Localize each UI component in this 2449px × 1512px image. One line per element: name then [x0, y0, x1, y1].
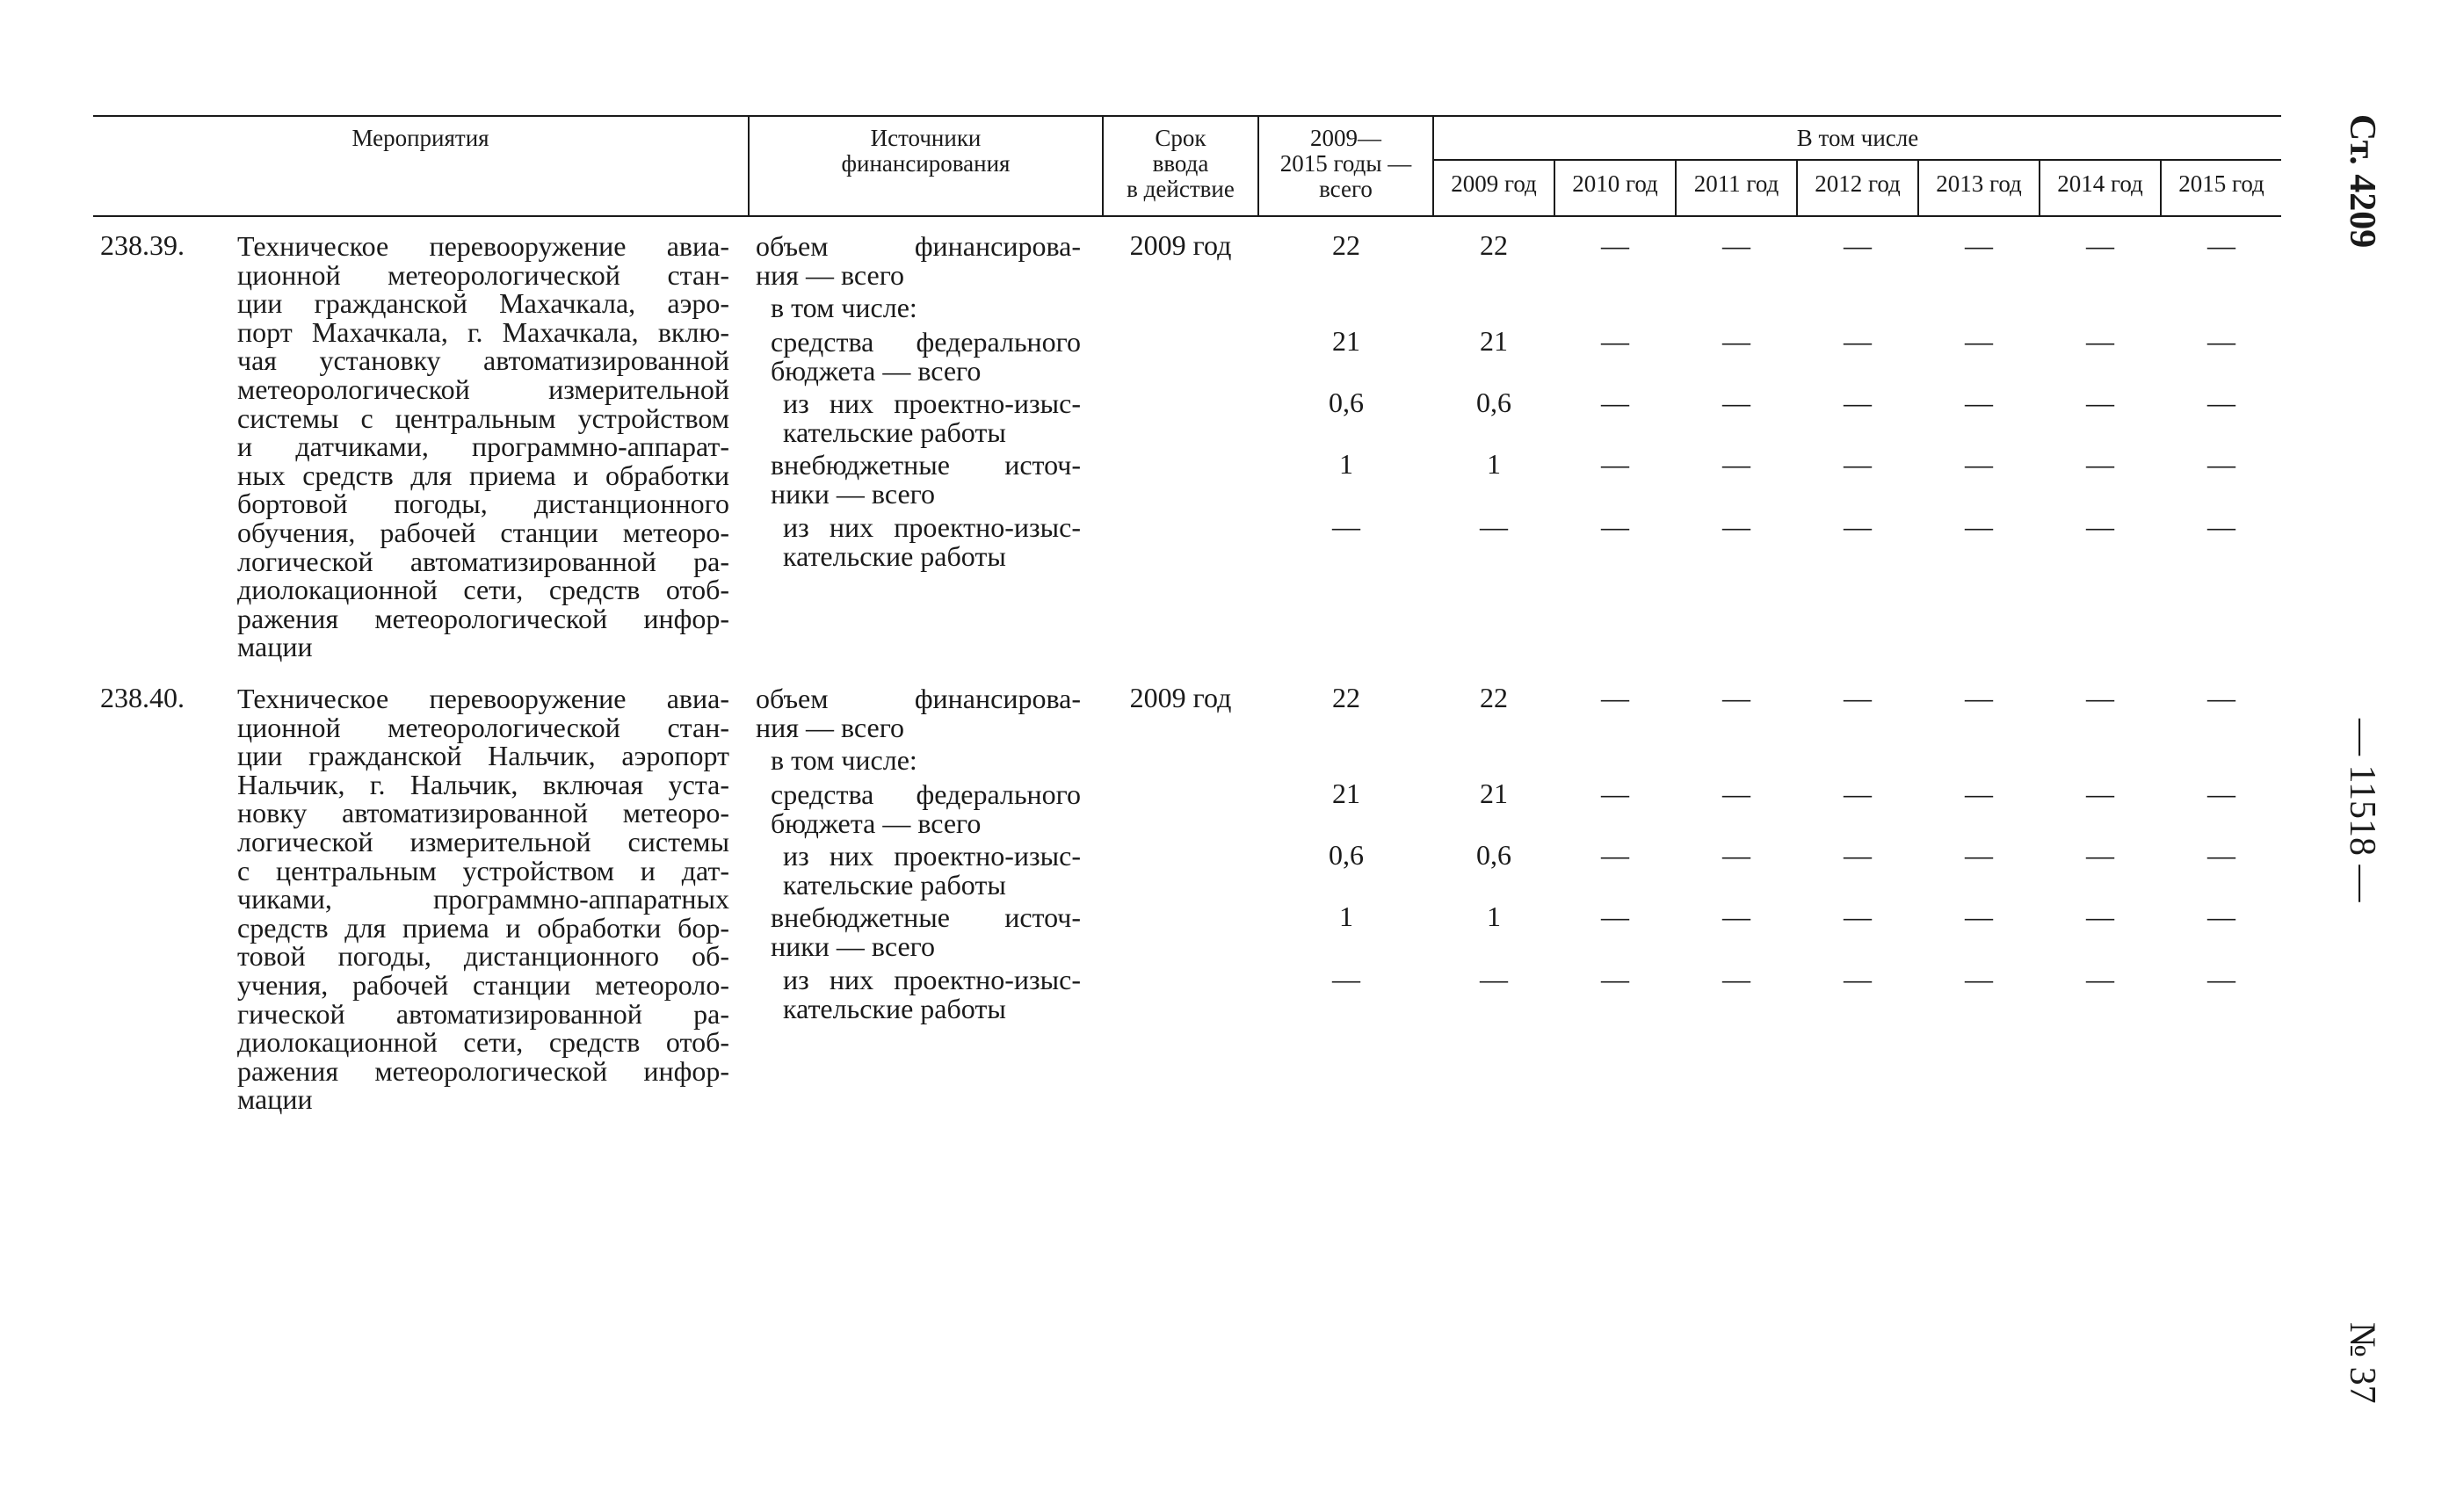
year-value: —	[1844, 901, 1872, 932]
year-value: —	[2086, 963, 2114, 995]
measure-line: учения, рабочей станции метеороло-	[237, 968, 729, 1001]
measure-line: с центральным устройством и дат-	[237, 854, 729, 886]
funding-source-line: ники — всего	[771, 477, 935, 510]
funding-source	[771, 328, 1081, 385]
measure-line: ции гражданской Махачкала, аэро-	[237, 287, 729, 320]
funding-source	[783, 966, 1081, 1023]
year-value: —	[1844, 448, 1872, 480]
total-value: 1	[1339, 448, 1353, 480]
year-value: 21	[1480, 778, 1508, 809]
year-value: —	[1965, 387, 1993, 418]
year-value: —	[1601, 510, 1629, 542]
header-year: 2013 год	[1936, 170, 2022, 197]
total-value: 21	[1332, 778, 1360, 809]
funding-source-line: внебюджетные источ-	[771, 449, 1081, 481]
year-value: —	[1722, 682, 1750, 713]
header-including: В том числе	[1796, 125, 1919, 151]
year-value: —	[1965, 510, 1993, 542]
total-value: 1	[1339, 901, 1353, 932]
measure-line: порт Махачкала, г. Махачкала, вклю-	[237, 315, 729, 348]
year-value: —	[2086, 448, 2114, 480]
funding-source-line: кательские работы	[783, 868, 1006, 901]
funding-source-line: ния — всего	[756, 258, 905, 291]
total-value: 22	[1332, 682, 1360, 713]
year-value: 1	[1487, 901, 1501, 932]
entry-number: 238.40.	[100, 682, 185, 713]
year-value: —	[1844, 839, 1872, 871]
measure-line: ционной метеорологической стан-	[237, 258, 729, 291]
year-value: —	[1844, 963, 1872, 995]
measure-line: ции гражданской Нальчик, аэропорт	[237, 740, 729, 772]
funding-source-line: средства федерального	[771, 326, 1081, 358]
funding-source	[771, 746, 1081, 775]
article-number: Ст. 4209	[2342, 114, 2382, 249]
measure-line: Нальчик, г. Нальчик, включая уста-	[237, 768, 729, 800]
header-bottom-rule	[93, 215, 2281, 217]
year-value: 0,6	[1476, 839, 1511, 871]
year-value: —	[1965, 325, 1993, 357]
year-value: —	[2086, 682, 2114, 713]
year-value: —	[1965, 448, 1993, 480]
funding-source-line: кательские работы	[783, 416, 1006, 448]
measure-line: ционной метеорологической стан-	[237, 711, 729, 743]
measure-line: мации	[237, 631, 313, 663]
entry-number: 238.39.	[100, 229, 185, 261]
year-value: —	[2207, 387, 2235, 418]
year-value: —	[2086, 778, 2114, 809]
year-value: —	[2207, 229, 2235, 261]
measure-line: Техническое перевооружение авиа-	[237, 230, 729, 262]
year-value: —	[1601, 901, 1629, 932]
measure-line: средств для приема и обработки бор-	[237, 911, 729, 944]
year-value: —	[1965, 901, 1993, 932]
funding-source-line: средства федерального	[771, 778, 1081, 810]
year-value: —	[2207, 839, 2235, 871]
year-value: —	[1844, 387, 1872, 418]
measure-line: чиками, программно-аппаратных	[237, 883, 729, 915]
year-value: —	[1722, 387, 1750, 418]
measure-line: ражения метеорологической инфор-	[237, 602, 729, 634]
funding-source	[756, 232, 1081, 289]
year-value: 22	[1480, 229, 1508, 261]
funding-source-line: объем финансирова-	[756, 683, 1081, 714]
header-year: 2011 год	[1693, 170, 1779, 197]
funding-source-line: из них проектно-изыс-	[783, 840, 1081, 872]
year-value: —	[2207, 448, 2235, 480]
header-year: 2015 год	[2178, 170, 2264, 197]
funding-source	[771, 293, 1081, 322]
year-value: —	[2207, 325, 2235, 357]
funding-source	[771, 780, 1081, 837]
measure-line: диолокационной сети, средств отоб-	[237, 574, 729, 606]
funding-source-line: ния — всего	[756, 711, 905, 743]
measure-line: гической автоматизированной ра-	[237, 997, 729, 1030]
funding-source	[783, 389, 1081, 446]
year-value: —	[1844, 778, 1872, 809]
year-value: —	[1601, 839, 1629, 871]
table-top-rule	[93, 115, 2281, 117]
measure-line: бортовой погоды, дистанционного	[237, 488, 729, 520]
year-value: —	[1601, 387, 1629, 418]
year-value: 21	[1480, 325, 1508, 357]
measure-line: логической автоматизированной ра-	[237, 545, 729, 577]
measure-line: диолокационной сети, средств отоб-	[237, 1026, 729, 1059]
year-value: —	[1601, 325, 1629, 357]
year-value: —	[2086, 229, 2114, 261]
measure-line: обучения, рабочей станции метеоро-	[237, 516, 729, 548]
year-value: —	[2207, 963, 2235, 995]
year-value: —	[1965, 229, 1993, 261]
year-value: —	[1965, 963, 1993, 995]
measure-line: и датчиками, программно-аппарат-	[237, 430, 729, 463]
year-value: —	[1601, 448, 1629, 480]
measure-line: чая установку автоматизированной	[237, 344, 729, 377]
year-value: —	[1480, 510, 1508, 542]
measure-line: новку автоматизированной метеоро-	[237, 797, 729, 829]
funding-source-line: внебюджетные источ-	[771, 901, 1081, 933]
funding-source-line: из них проектно-изыс-	[783, 511, 1081, 543]
funding-source-line: бюджета — всего	[771, 354, 982, 387]
year-value: —	[1844, 229, 1872, 261]
funding-source	[783, 513, 1081, 570]
year-value: —	[1480, 963, 1508, 995]
header-year: 2012 год	[1815, 170, 1901, 197]
total-value: 0,6	[1329, 839, 1364, 871]
funding-source-line: из них проектно-изыс-	[783, 387, 1081, 419]
year-value: —	[1844, 510, 1872, 542]
year-value: —	[2207, 510, 2235, 542]
year-value: —	[2207, 682, 2235, 713]
measure-line: метеорологической измерительной	[237, 373, 729, 405]
total-value: —	[1332, 510, 1360, 542]
year-value: —	[1965, 839, 1993, 871]
year-value: —	[1844, 325, 1872, 357]
year-value: —	[1722, 901, 1750, 932]
entry-term: 2009 год	[1129, 682, 1232, 713]
year-value: —	[1601, 778, 1629, 809]
year-value: —	[1844, 682, 1872, 713]
year-value: —	[1722, 839, 1750, 871]
year-value: —	[1722, 510, 1750, 542]
funding-source-line: в том числе:	[771, 292, 917, 323]
year-value: —	[2086, 325, 2114, 357]
header-term: Срок ввода в действие	[1127, 125, 1235, 202]
year-value: —	[1722, 325, 1750, 357]
funding-source	[771, 903, 1081, 960]
year-value: —	[1601, 963, 1629, 995]
funding-source	[756, 684, 1081, 742]
funding-source	[771, 451, 1081, 508]
header-year: 2009 год	[1451, 170, 1537, 197]
page-number: — 11518 —	[2342, 719, 2382, 902]
year-value: —	[1722, 778, 1750, 809]
year-value: —	[1601, 229, 1629, 261]
funding-source-line: в том числе:	[771, 744, 917, 776]
year-value: 1	[1487, 448, 1501, 480]
year-value: —	[1722, 963, 1750, 995]
year-value: —	[1965, 682, 1993, 713]
year-value: —	[2086, 839, 2114, 871]
total-value: 21	[1332, 325, 1360, 357]
year-value: —	[1722, 229, 1750, 261]
measure-description	[237, 684, 729, 1114]
year-value: —	[2086, 510, 2114, 542]
funding-source-line: кательские работы	[783, 992, 1006, 1024]
total-value: 22	[1332, 229, 1360, 261]
measure-line: ных средств для приема и обработки	[237, 459, 729, 491]
year-value: —	[1722, 448, 1750, 480]
subheader-rule	[1432, 159, 2281, 161]
year-value: —	[1965, 778, 1993, 809]
funding-source-line: объем финансирова-	[756, 230, 1081, 262]
funding-source-line: ники — всего	[771, 930, 935, 962]
measure-line: Техническое перевооружение авиа-	[237, 683, 729, 714]
measure-line: системы с центральным устройством	[237, 402, 729, 434]
total-value: 0,6	[1329, 387, 1364, 418]
measure-line: логической измерительной системы	[237, 825, 729, 857]
funding-source-line: из них проектно-изыс-	[783, 964, 1081, 995]
funding-source-line: бюджета — всего	[771, 807, 982, 839]
year-value: 0,6	[1476, 387, 1511, 418]
header-year: 2010 год	[1572, 170, 1658, 197]
measure-line: товой погоды, дистанционного об-	[237, 940, 729, 973]
funding-source-line: кательские работы	[783, 539, 1006, 572]
year-value: —	[1601, 682, 1629, 713]
entry-term: 2009 год	[1129, 229, 1232, 261]
measure-description	[237, 232, 729, 662]
header-sources: Источники финансирования	[841, 125, 1011, 177]
year-value: —	[2086, 901, 2114, 932]
header-measures: Мероприятия	[351, 125, 489, 151]
year-value: —	[2086, 387, 2114, 418]
year-value: —	[2207, 901, 2235, 932]
year-value: —	[2207, 778, 2235, 809]
header-year: 2014 год	[2057, 170, 2143, 197]
header-total: 2009— 2015 годы — всего	[1279, 125, 1412, 202]
funding-source	[783, 842, 1081, 899]
issue-number: № 37	[2342, 1322, 2382, 1404]
total-value: —	[1332, 963, 1360, 995]
measure-line: ражения метеорологической инфор-	[237, 1054, 729, 1087]
year-value: 22	[1480, 682, 1508, 713]
measure-line: мации	[237, 1083, 313, 1116]
